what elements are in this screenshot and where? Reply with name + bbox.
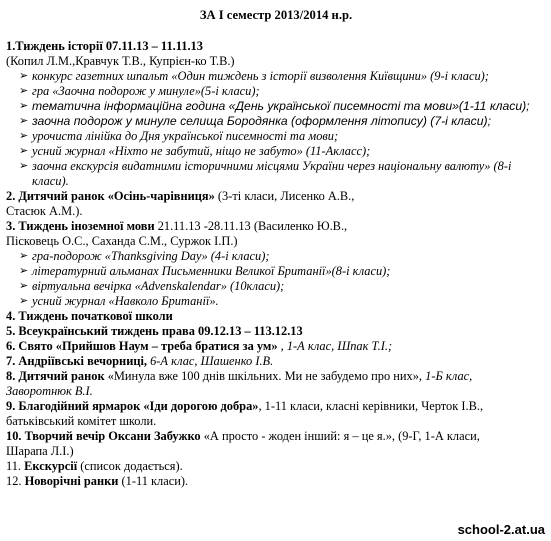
section-8-people: Заворотнюк В.І. [6,384,93,398]
arrow-bullet-icon: ➢ [19,70,29,82]
section-3: 3. Тиждень іноземної мови 21.11.13 -28.11.13 (Василенко Ю.В., [6,219,348,233]
arrow-bullet-icon: ➢ [19,115,29,127]
section-3-bullets [6,249,546,309]
document [6,8,546,489]
arrow-bullet-icon: ➢ [19,85,29,97]
section-11: 11. Екскурсії (список додається). [6,459,183,473]
watermark: school-2.at.ua [457,522,545,537]
section-9: 9. Благодійний ярмарок «Іди дорогою добра», 1-11 класи, класні керівники, Черток І.В., [6,399,484,413]
list-item: ➢ тематична інформаційна година «День української писемності та мови»(1-11 класи); [19,99,530,113]
section-4: 4. Тиждень початкової школи [6,309,173,323]
section-12: 12. Новорічні ранки (1-11 класи). [6,474,189,488]
arrow-bullet-icon: ➢ [19,145,29,157]
section-1-bullets [6,69,546,189]
page-title: ЗА І семестр 2013/2014 н.р. [199,8,353,22]
section-1-people: (Копил Л.М.,Кравчук Т.В., Купрієн-ко Т.В.) [6,54,235,68]
list-item: ➢ віртуальна вечірка «Advenskalendar» (10класи); [19,279,285,293]
section-7: 7. Андріївські вечорниці, 6-А клас, Шашенко І.В. [6,354,274,368]
section-2-people: Стасюк А.М.). [6,204,83,218]
section-8: 8. Дитячий ранок «Минула вже 100 днів шкільних. Ми не забудемо про них», 1-Б клас, [6,369,473,383]
section-1-heading: 1.Тиждень історії 07.11.13 – 11.11.13 [6,39,203,53]
section-2: 2. Дитячий ранок «Осінь-чарівниця» (3-ті класи, Лисенко А.В., [6,189,355,203]
arrow-bullet-icon: ➢ [19,100,29,112]
list-item: ➢ заочна екскурсія видатними історичними місцями України через національну валюту» (8-і класи). [19,159,512,188]
arrow-bullet-icon: ➢ [19,160,29,172]
arrow-bullet-icon: ➢ [19,295,29,307]
list-item: ➢ гра-подорож «Thanksgiving Day» (4-і класи); [19,249,270,263]
list-item: ➢ конкурс газетних шпальт «Один тиждень з історії визволення Київщини» (9-і класи); [19,69,489,83]
arrow-bullet-icon: ➢ [19,280,29,292]
arrow-bullet-icon: ➢ [19,265,29,277]
list-item: ➢ гра «Заочна подорож у минуле»(5-і класи); [19,84,260,98]
section-5: 5. Всеукраїнський тиждень права 09.12.13 – 113.12.13 [6,324,303,338]
list-item: ➢ заочна подорож у минуле селища Бородянка (оформлення літопису) (7-і класи); [19,114,491,128]
section-9-people: батьківський комітет школи. [6,414,157,428]
list-item: ➢ урочиста лінійка до Дня української писемності та мови; [19,129,339,143]
list-item: ➢ усний журнал «Ніхто не забутий, ніщо не забуто» (11-Акласс); [19,144,371,158]
section-6: 6. Свято «Прийшов Наум – треба братися за ум» , 1-А клас, Шпак Т.І.; [6,339,393,353]
section-10-people: Шарапа Л.І.) [6,444,74,458]
arrow-bullet-icon: ➢ [19,250,29,262]
arrow-bullet-icon: ➢ [19,130,29,142]
list-item: ➢ літературний альманах Письменники Великої Британії»(8-і класи); [19,264,391,278]
section-3-people: Пісковець О.С., Саханда С.М., Суржок І.П.) [6,234,238,248]
list-item: ➢ усний журнал «Навколо Британії». [19,294,219,308]
section-10: 10. Творчий вечір Оксани Забужко «А просто - жоден інший: я – це я.», (9-Г, 1-А класи, [6,429,480,443]
